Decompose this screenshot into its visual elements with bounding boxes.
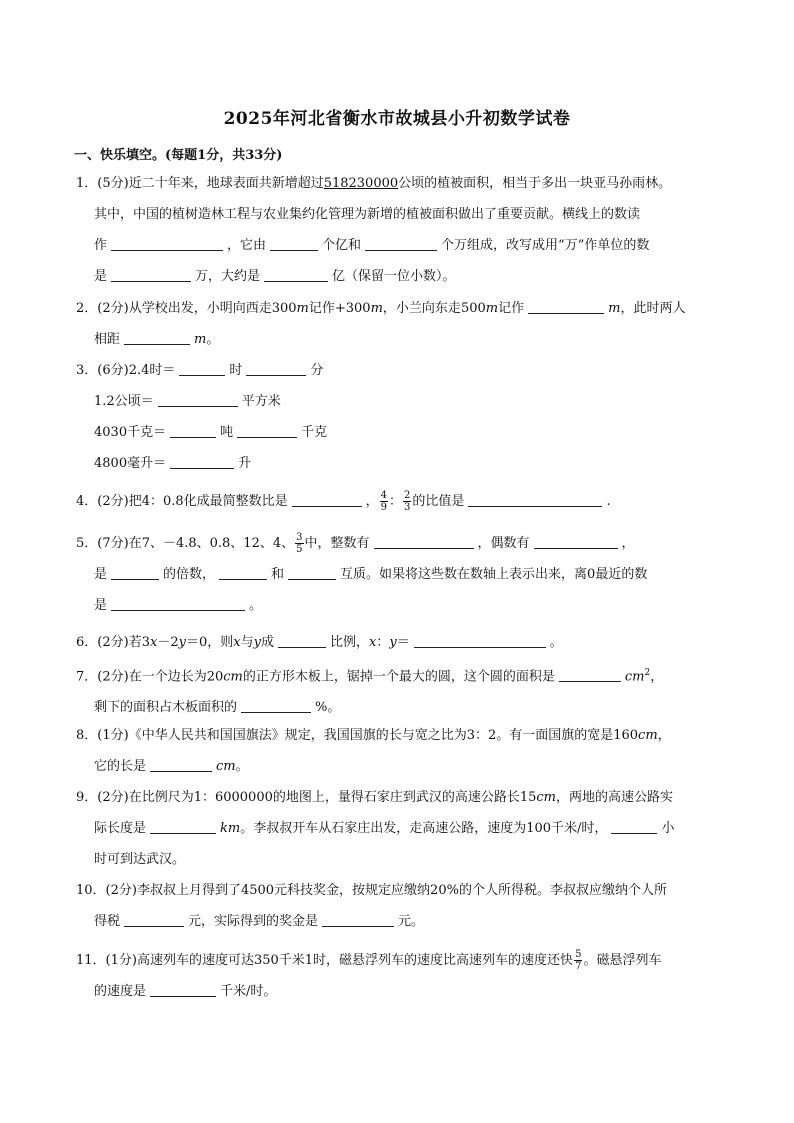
answer-blank[interactable]	[278, 633, 326, 648]
question-2: 2．(2分)从学校出发，小明向西走300m记作+300m，小兰向东走500m记作 m，此时两人 相距 m。	[76, 301, 686, 347]
answer-blank[interactable]	[270, 236, 318, 251]
answer-blank[interactable]	[170, 454, 234, 469]
answer-blank[interactable]	[219, 565, 267, 580]
answer-blank[interactable]	[468, 492, 602, 507]
question-number: 11．(1分)	[76, 953, 137, 968]
question-number: 3．(6分)	[76, 363, 129, 378]
answer-blank[interactable]	[179, 361, 225, 376]
answer-blank[interactable]	[158, 392, 238, 407]
answer-blank[interactable]	[111, 267, 191, 282]
answer-blank[interactable]	[414, 633, 546, 648]
question-9: 9．(2分)在比例尺为1：6000000的地图上，量得石家庄到武汉的高速公路长15cm，两地的高速公路实 际长度是 km。李叔叔开车从石家庄出发，走高速公路，速度为100千米/时， 小 时可到达武汉。	[76, 790, 675, 867]
question-8: 8．(1分)《中华人民共和国国旗法》规定，我国国旗的长与宽之比为3：2。有一面国旗的宽是160cm， 它的长是 cm。	[76, 728, 671, 774]
answer-blank[interactable]	[365, 236, 437, 251]
answer-blank[interactable]	[111, 236, 223, 251]
answer-blank[interactable]	[288, 565, 336, 580]
question-number: 10．(2分)	[76, 883, 137, 898]
answer-blank[interactable]	[264, 267, 328, 282]
answer-blank[interactable]	[374, 534, 474, 549]
question-6: 6．(2分)若3x－2y＝0，则x与y成 比例，x：y＝ 。	[76, 635, 563, 650]
question-number: 1．(5分)	[76, 176, 129, 191]
answer-blank[interactable]	[111, 596, 245, 611]
question-7: 7．(2分)在一个边长为20cm的正方形木板上，锯掉一个最大的圆，这个圆的面积是 $cm^2$， 剩下的面积占木板面积的 %。	[76, 668, 664, 716]
question-10: 10．(2分)李叔叔上月得到了4500元科技奖金，按规定应缴纳20%的个人所得税。李叔叔应缴纳个人所 得税 元，实际得到的奖金是 元。	[76, 883, 667, 929]
answer-blank[interactable]	[150, 757, 212, 772]
page-title: 2025年河北省衡水市故城县小升初数学试卷	[223, 109, 571, 129]
section-heading: 一、快乐填空。(每题1分，共33分)	[74, 148, 283, 163]
answer-blank[interactable]	[124, 330, 190, 345]
answer-blank[interactable]	[124, 912, 184, 927]
answer-blank[interactable]	[611, 819, 657, 834]
question-4: 4．(2分)把4：0.8化成最简整数比是 ， $\frac{4}{9}$ ： $\frac{2}{3}$ 的比值是 .	[76, 490, 611, 513]
answer-blank[interactable]	[322, 912, 394, 927]
answer-blank[interactable]	[528, 299, 604, 314]
question-number: 9．(2分)	[76, 790, 129, 805]
question-number: 7．(2分)	[76, 669, 129, 685]
question-number: 8．(1分)	[76, 728, 129, 743]
question-3: 3．(6分)2.4时＝ 时 分 1.2公顷＝ 平方米 4030千克＝ 吨 千克 4800毫升＝ 升	[76, 363, 328, 471]
question-number: 5．(7分)	[76, 536, 129, 551]
question-11: 11．(1分)高速列车的速度可达350千米1时，磁悬浮列车的速度比高速列车的速度还快 $\frac{5}{7}$ 。磁悬浮列车 的速度是 千米/时。	[76, 949, 662, 999]
fraction: $\frac{2}{3}$	[404, 490, 411, 513]
answer-blank[interactable]	[150, 819, 216, 834]
answer-blank[interactable]	[241, 698, 311, 713]
fraction: $\frac{4}{9}$	[380, 490, 388, 513]
answer-blank[interactable]	[559, 667, 621, 682]
question-number: 4．(2分)	[76, 494, 129, 509]
question-5: 5．(7分)在7、－4.8、0.8、12、4、 $\frac{3}{5}$ 中，整数有 ，偶数有 ， 是 的倍数， 和 互质。如果将这些数在数轴上表示出来，离0最近的数 是 。	[76, 532, 648, 613]
question-1: 1．(5分)近二十年来，地球表面共新增超过518230000公顷的植被面积，相当于多出一块亚马孙雨林。 其中，中国的植树造林工程与农业集约化管理为新增的植被面积做出了重要贡献。横线上的数读 作 ，它由 个亿和 个万组成，改写成用“万”作单位的数 是 万，大约是 亿（保留一位小数）。	[76, 176, 672, 284]
answer-blank[interactable]	[170, 423, 216, 438]
answer-blank[interactable]	[150, 982, 216, 997]
fraction: $\frac{5}{7}$	[575, 949, 582, 972]
fraction: $\frac{3}{5}$	[296, 532, 303, 555]
answer-blank[interactable]	[111, 565, 159, 580]
question-number: 6．(2分)	[76, 635, 129, 650]
answer-blank[interactable]	[246, 361, 306, 376]
answer-blank[interactable]	[292, 492, 362, 507]
area-value: 518230000	[323, 176, 399, 191]
question-number: 2．(2分)	[76, 301, 129, 316]
answer-blank[interactable]	[534, 534, 618, 549]
answer-blank[interactable]	[237, 423, 297, 438]
